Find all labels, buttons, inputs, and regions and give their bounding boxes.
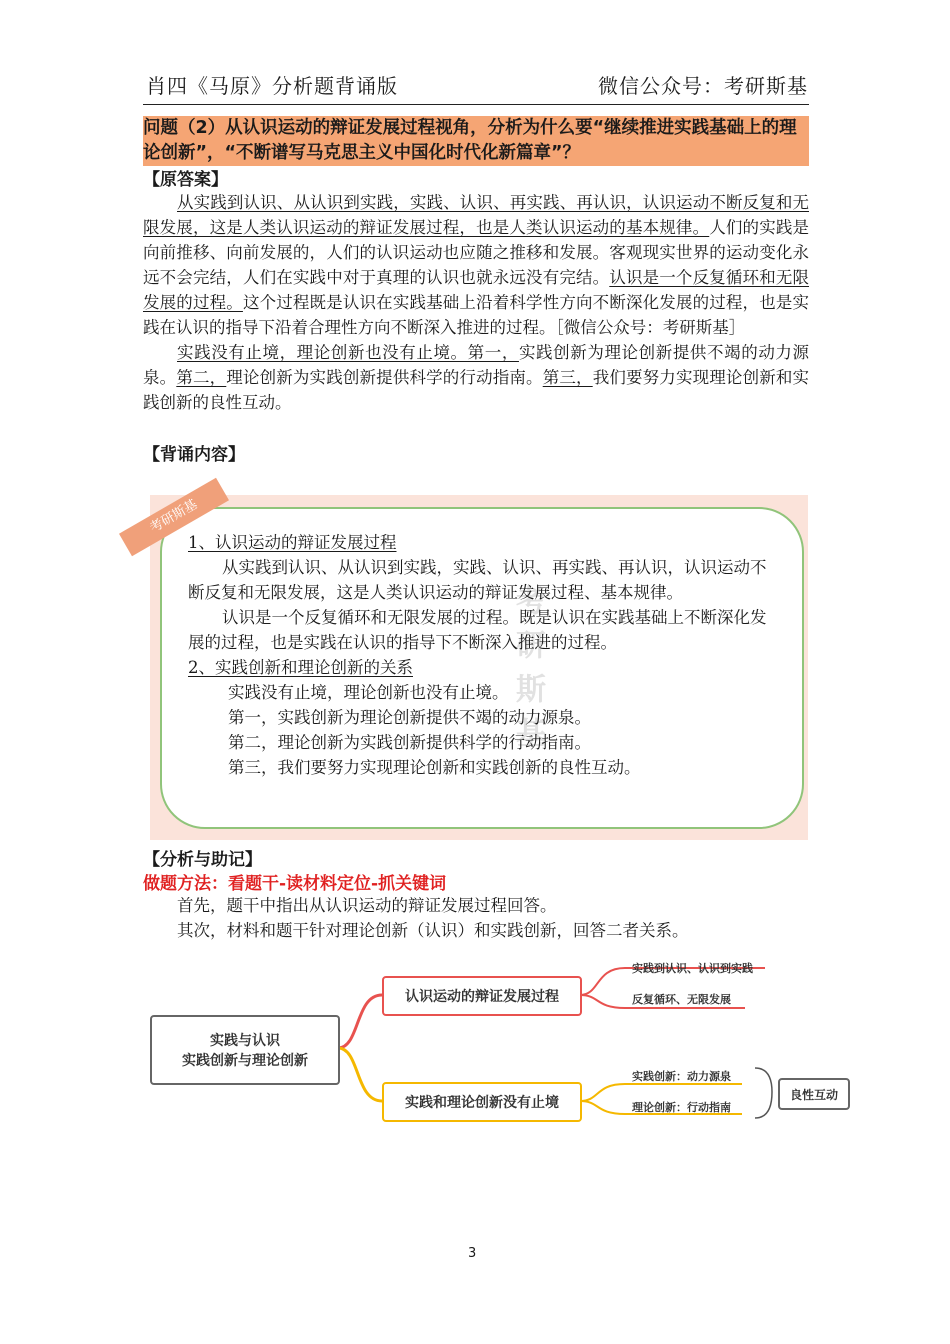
analysis-line-2: 其次，材料和题干针对理论创新（认识）和实践创新，回答二者关系。 (177, 921, 689, 940)
recite-s2-l4: 第三，我们要努力实现理论创新和实践创新的良性互动。 (228, 758, 641, 777)
header-wechat: 微信公众号：考研斯基 (598, 74, 808, 98)
original-answer: 从实践到认识、从认识到实践，实践、认识、再实践、再认识，认识运动不断反复和无限发展，这是人类认识运动的辩证发展过程，也是人类认识运动的基本规律。人们的实践是向前推移、向前发展的，人们的认识运动也应随之推移和发展。客观现实世界的运动变化永远不会完结，人们在实践中对于真理的认识也就永远没有完结。认识是一个反复循环和无限发展的过程。这个过程既是认识在实践基础上沿着科学性方向不断深化发展的过程，也是实践在认识的指导下沿着合理性方向不断深入推进的过程。［微信公众号：考研斯基］ 实践没有止境，理论创新也没有止境。第一，实践创新为理论创新提供不竭的动力源泉。第二，理论创新为实践创新提供科学的行动指南。第三，我们要努力实现理论创新和实践创新的良性互动。 (143, 193, 810, 412)
page-number: 3 (468, 1246, 477, 1261)
analysis-method: 做题方法：看题干-读材料定位-抓关键词 (143, 874, 447, 894)
mindmap-leaf-3: 实践创新：动力源泉 (632, 1070, 731, 1083)
analysis-heading: 【分析与助记】 (143, 850, 262, 870)
mindmap-leaf-2: 反复循环、无限发展 (632, 993, 731, 1006)
mindmap-branch-2: 实践和理论创新没有止境 (382, 1082, 582, 1122)
recite-section-2-title: 2、实践创新和理论创新的关系 (188, 658, 413, 677)
original-underline-2: 认识是一个反复循环和无限发展的过程。 (143, 268, 810, 312)
question-text: 问题（2）从认识运动的辩证发展过程视角，分析为什么要“继续推进实践基础上的理论创新”，“不断谱写马克思主义中国化时代化新篇章”？ (143, 116, 809, 166)
recite-s1-p2: 认识是一个反复循环和无限发展的过程。既是认识在实践基础上不断深化发展的过程，也是实践在认识的指导下不断深入推进的过程。 (188, 608, 767, 652)
header-title: 肖四《马原》分析题背诵版 (146, 74, 398, 98)
analysis-line-1: 首先，题干中指出从认识运动的辩证发展过程回答。 (177, 896, 557, 915)
recite-heading: 【背诵内容】 (143, 445, 245, 465)
original-heading: 【原答案】 (143, 170, 228, 190)
recite-s2-l2: 第一，实践创新为理论创新提供不竭的动力源泉。 (228, 708, 591, 727)
recite-s2-l3: 第二，理论创新为实践创新提供科学的行动指南。 (228, 733, 591, 752)
mindmap-root: 实践与认识 实践创新与理论创新 (150, 1015, 340, 1085)
recite-s1-p1: 从实践到认识、从认识到实践，实践、认识、再实践、再认识，认识运动不断反复和无限发展，这是人类认识运动的辩证发展过程、基本规律。 (188, 558, 767, 602)
recite-s2-l1: 实践没有止境，理论创新也没有止境。 (228, 683, 509, 702)
brand-ribbon: 考研斯基 (119, 478, 229, 557)
mindmap-branch-1: 认识运动的辩证发展过程 (382, 976, 582, 1016)
mindmap-summary: 良性互动 (778, 1078, 850, 1110)
mindmap-leaf-4: 理论创新：行动指南 (632, 1101, 731, 1114)
watermark: 考研斯基 (510, 585, 545, 761)
recite-section-1-title: 1、认识运动的辩证发展过程 (188, 533, 397, 552)
original-underline-1: 从实践到认识、从认识到实践，实践、认识、再实践、再认识，认识运动不断反复和无限发展，这是人类认识运动的辩证发展过程，也是人类认识运动的基本规律。 (143, 193, 809, 237)
mindmap-leaf-1: 实践到认识、认识到实践 (632, 962, 753, 975)
